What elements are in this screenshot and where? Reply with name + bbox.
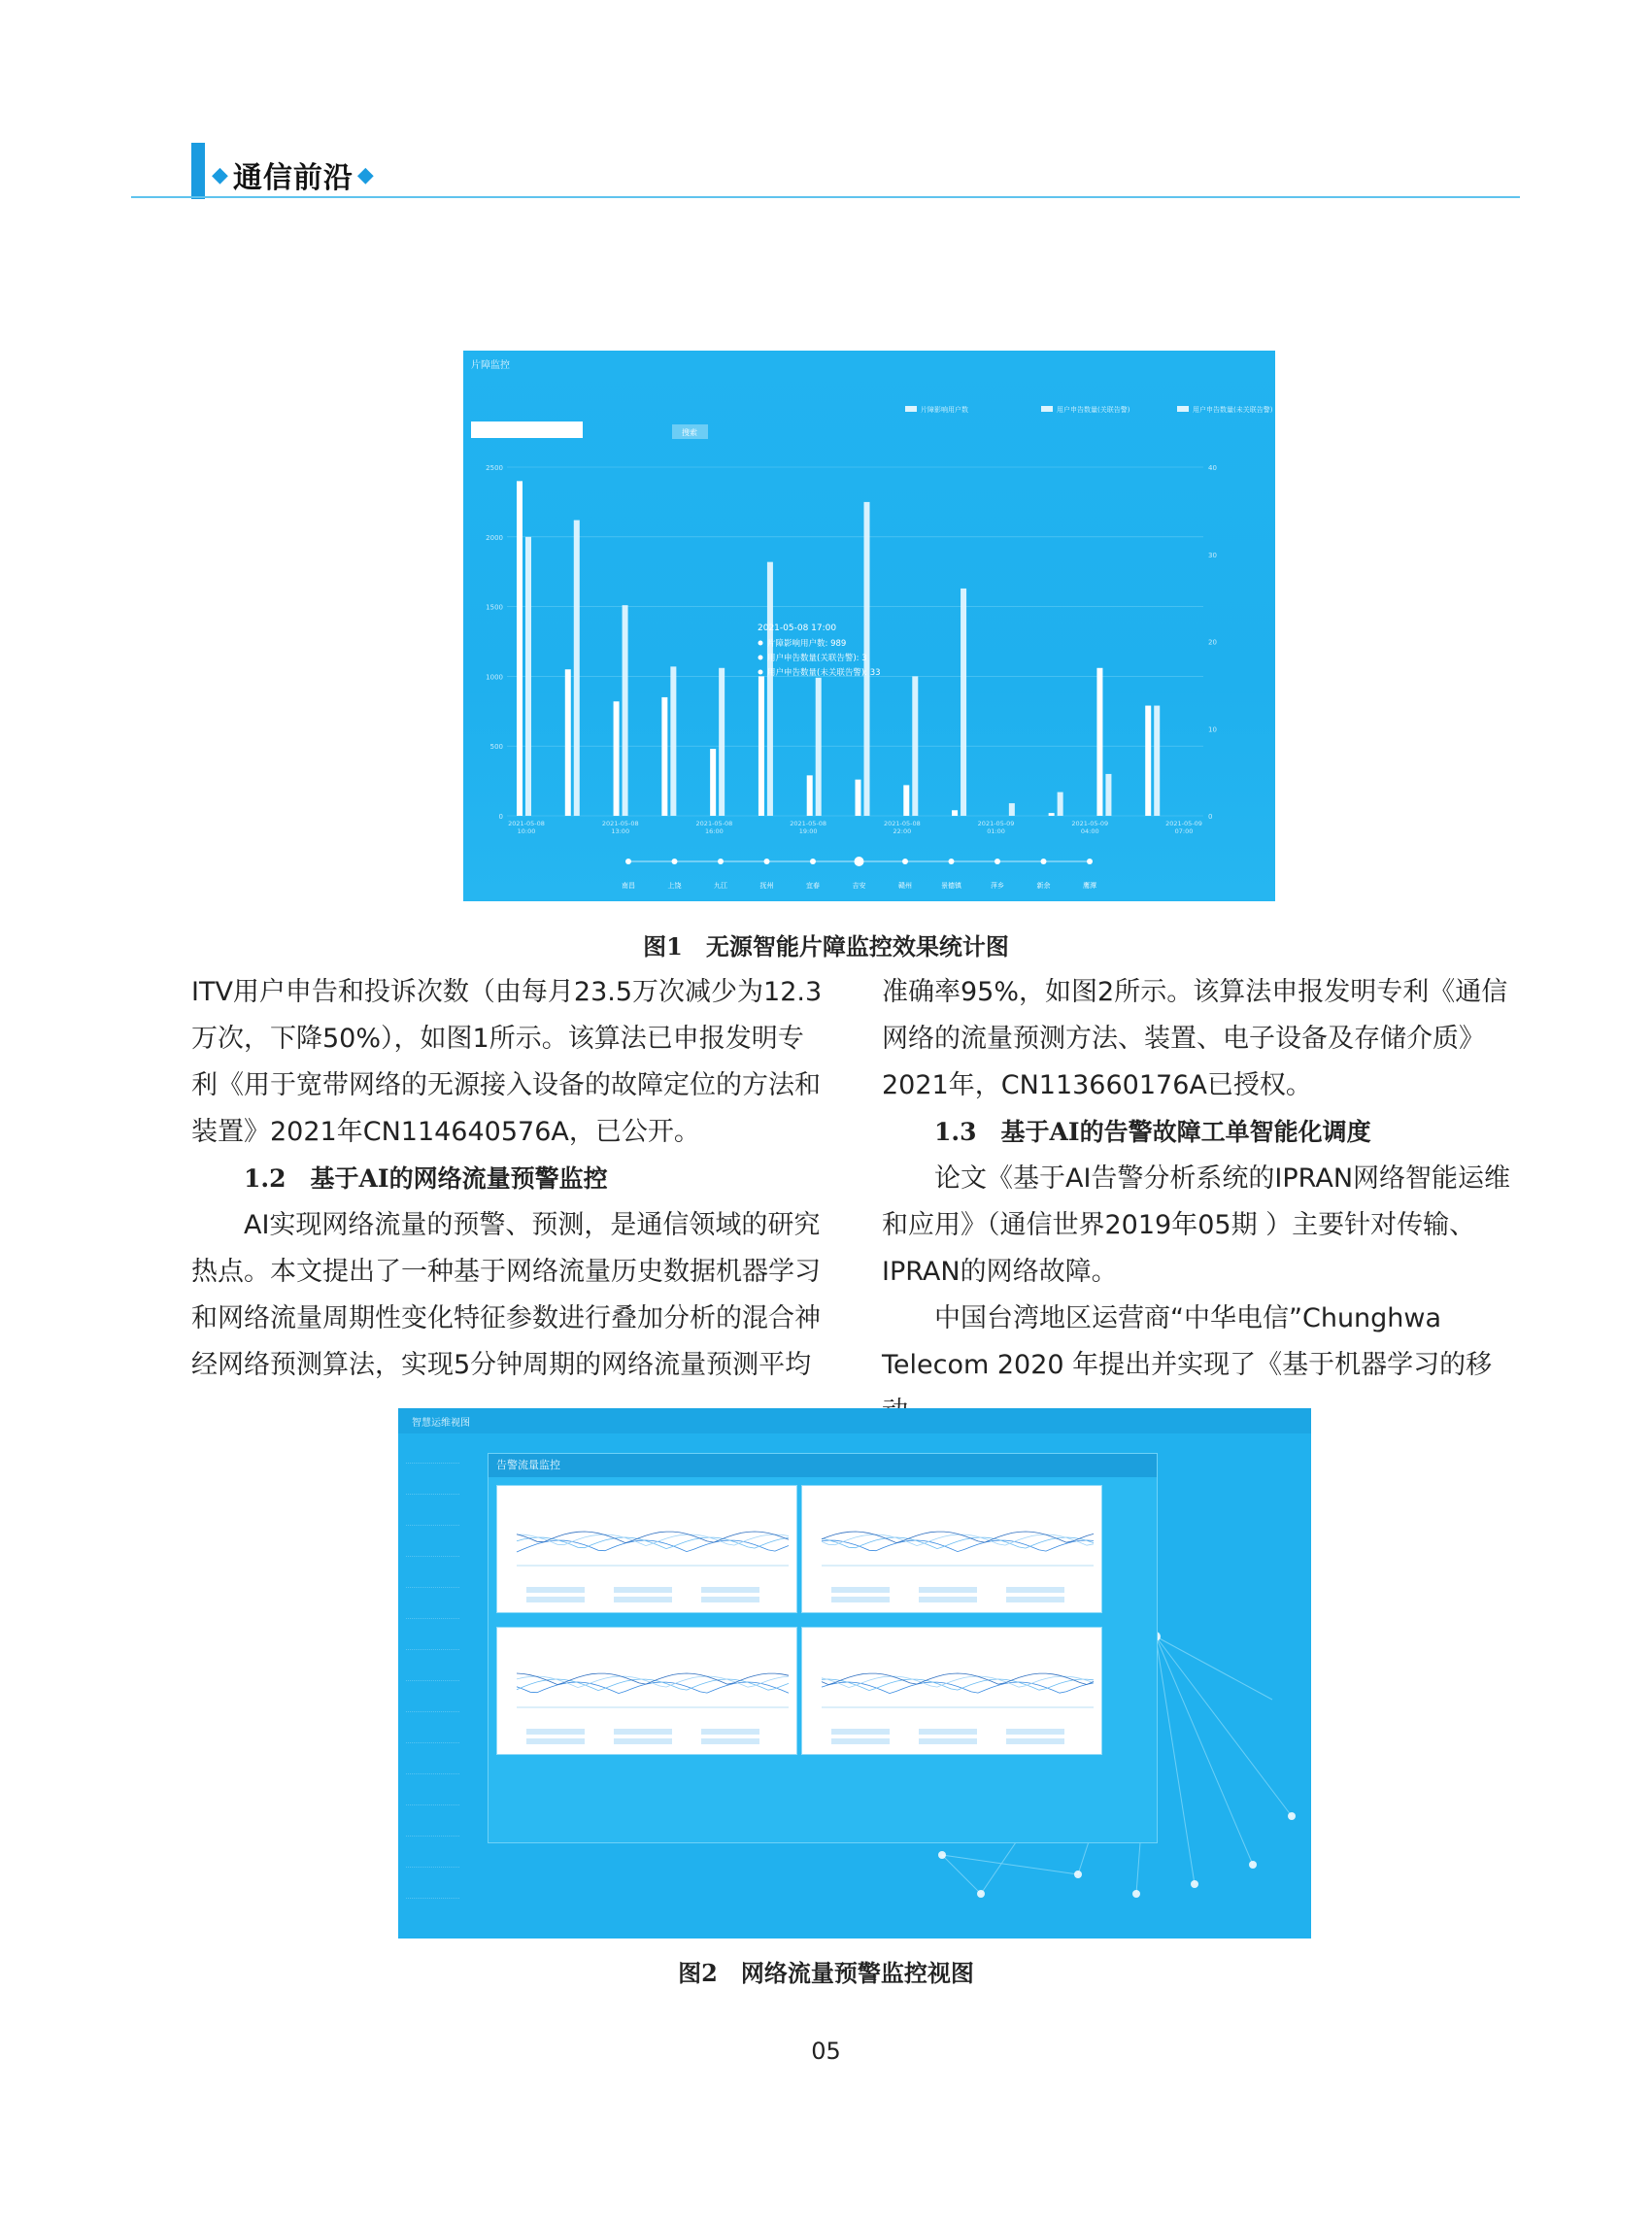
nav-label: 萍乡 <box>991 882 1004 890</box>
x-tick-label: 2021-05-09 <box>1165 820 1202 827</box>
header-accent-bar <box>191 143 205 199</box>
paragraph: ITV用户申告和投诉次数（由每月23.5万次减少为12.3万次，下降50%），如图1所示。该算法已申报发明专利《用于宽带网络的无源接入设备的故障定位的方法和装置》2021年CN114640576A，已公开。 <box>191 977 823 1147</box>
bar <box>1058 792 1063 816</box>
x-tick-label: 13:00 <box>611 827 630 835</box>
legend-swatch <box>1177 406 1189 412</box>
traffic-monitor-panel <box>488 1453 1158 1843</box>
diamond-icon: ◆ <box>212 162 229 187</box>
panel-title: 告警流量监控 <box>489 1454 1157 1477</box>
x-tick-label: 2021-05-08 <box>695 820 733 827</box>
nav-label: 鹰潭 <box>1083 882 1096 890</box>
bar <box>1049 813 1055 816</box>
y-tick-label: 1500 <box>486 603 503 612</box>
traffic-lines <box>517 1532 789 1602</box>
bar <box>759 676 764 816</box>
nav-dot <box>625 859 631 864</box>
legend-swatch <box>1041 406 1053 412</box>
bar <box>903 785 909 816</box>
x-tick-label: 10:00 <box>517 827 536 835</box>
nav-dot <box>949 859 955 864</box>
nav-dot <box>810 859 816 864</box>
chart-legend <box>905 405 1273 414</box>
y2-tick-label: 30 <box>1208 551 1217 559</box>
search-input[interactable] <box>471 421 583 438</box>
figure1-caption: 图1 无源智能片障监控效果统计图 <box>643 932 1009 961</box>
bar <box>661 697 667 816</box>
tooltip-line: 片障影响用户数: 989 <box>767 639 847 649</box>
nav-dot <box>718 859 724 864</box>
y2-tick-label: 40 <box>1208 464 1217 472</box>
y2-tick-label: 20 <box>1208 638 1217 647</box>
traffic-lines <box>822 1673 1094 1744</box>
nav-dot <box>902 859 908 864</box>
nav-dot <box>1041 859 1047 864</box>
y-tick-label: 1000 <box>486 673 503 682</box>
x-tick-label: 2021-05-08 <box>601 820 639 827</box>
y-tick-label: 0 <box>498 813 503 821</box>
y-tick-label: 2000 <box>486 533 503 542</box>
section-heading-1-2: 1.2 基于AI的网络流量预警监控 <box>244 1164 608 1193</box>
bar <box>767 562 773 816</box>
x-tick-label: 2021-05-08 <box>883 820 921 827</box>
bar <box>710 749 716 816</box>
x-tick-label: 01:00 <box>987 827 1005 835</box>
figure2-caption: 图2 网络流量预警监控视图 <box>678 1959 974 1987</box>
paragraph: 中国台湾地区运营商“中华电信”Chunghwa Telecom 2020 年提出并实现了《基于机器学习的移 <box>882 1303 1493 1380</box>
tooltip-time: 2021-05-08 17:00 <box>758 624 837 633</box>
x-tick-label: 2021-05-08 <box>790 820 827 827</box>
bar <box>574 521 580 816</box>
y2-tick-label: 0 <box>1208 813 1213 821</box>
diamond-icon: ◆ <box>356 162 375 187</box>
nav-label: 景德镇 <box>941 882 961 890</box>
page-number: 05 <box>811 2038 841 2065</box>
x-tick-label: 22:00 <box>893 827 912 835</box>
traffic-lines <box>517 1673 789 1744</box>
bar <box>670 666 676 816</box>
tooltip-dot <box>759 670 763 675</box>
right-column <box>882 969 1518 1435</box>
tooltip-line: 用户申告数量(关联告警): 3 <box>767 654 867 663</box>
legend-label: 用户申告数量(未关联告警) <box>1193 406 1273 414</box>
y-tick-label: 500 <box>489 743 503 752</box>
x-tick-label: 2021-05-08 <box>508 820 545 827</box>
section-heading-1-3: 1.3 基于AI的告警故障工单智能化调度 <box>934 1118 1371 1146</box>
nav-label: 九江 <box>714 882 727 890</box>
bar <box>1154 706 1160 816</box>
figure1-chart <box>463 351 1275 901</box>
tooltip-dot <box>759 656 763 660</box>
nav-label: 南昌 <box>622 882 635 890</box>
nav-label: 抚州 <box>759 882 774 890</box>
bar <box>912 676 918 816</box>
traffic-chart <box>496 1485 797 1613</box>
bar <box>1145 706 1151 816</box>
bar <box>565 669 571 816</box>
left-column <box>191 969 827 1389</box>
section-title: 通信前沿 <box>232 161 354 195</box>
bar <box>525 537 531 816</box>
traffic-lines <box>822 1532 1094 1602</box>
traffic-chart <box>801 1627 1102 1755</box>
bar <box>1096 668 1102 816</box>
paragraph: 准确率95%，如图2所示。该算法申报发明专利《通信网络的流量预测方法、装置、电子设备及存储介质》2021年，CN113660176A已授权。 <box>882 977 1508 1100</box>
tooltip-dot <box>759 641 763 646</box>
figure2-screenshot <box>398 1408 1311 1938</box>
tooltip-line: 用户申告数量(未关联告警): 33 <box>767 668 881 678</box>
nav-dot <box>764 859 770 864</box>
bar <box>856 780 861 816</box>
section-header <box>212 153 375 196</box>
legend-label: 用户申告数量(关联告警) <box>1057 406 1130 414</box>
nav-label: 宜春 <box>806 882 820 890</box>
nav-dot <box>995 859 1000 864</box>
nav-dot <box>1087 859 1093 864</box>
nav-dot <box>672 859 678 864</box>
traffic-chart <box>801 1485 1102 1613</box>
search-button-label: 搜索 <box>682 428 697 437</box>
legend-swatch <box>905 406 917 412</box>
paragraph: AI实现网络流量的预警、预测，是通信领域的研究热点。本文提出了一种基于网络流量历史数据机器学习和网络流量周期性变化特征参数进行叠加分析的混合神经网络预测算法，实现5分钟周期的网络流量预测平均 <box>191 1210 821 1380</box>
paragraph: 论文《基于AI告警分析系统的IPRAN网络智能运维和应用》（通信世界2019年05期 ）主要针对传输、IPRAN的网络故障。 <box>882 1163 1511 1287</box>
x-tick-label: 2021-05-09 <box>977 820 1015 827</box>
bar <box>1009 803 1015 816</box>
y2-tick-label: 10 <box>1208 725 1217 734</box>
panel-title: 片障监控 <box>471 360 510 371</box>
bar <box>961 589 966 816</box>
bar <box>807 775 813 816</box>
traffic-chart <box>496 1627 797 1755</box>
nav-label: 吉安 <box>852 882 866 890</box>
x-tick-label: 2021-05-09 <box>1071 820 1109 827</box>
bar <box>816 678 822 816</box>
bar <box>623 605 628 816</box>
region-nav <box>622 857 1096 890</box>
bar <box>1105 774 1111 816</box>
nav-label: 赣州 <box>898 882 912 890</box>
x-tick-label: 04:00 <box>1080 827 1099 835</box>
bar <box>719 668 725 816</box>
app-title: 智慧运维视图 <box>412 1418 470 1429</box>
chart-tooltip <box>758 624 881 678</box>
bar <box>614 701 620 816</box>
nav-dot <box>855 857 864 866</box>
header-rule <box>131 196 1520 198</box>
nav-label: 上饶 <box>667 882 682 890</box>
x-tick-label: 07:00 <box>1174 827 1194 835</box>
nav-label: 新余 <box>1036 882 1051 890</box>
legend-label: 片障影响用户数 <box>921 406 968 414</box>
figure1-screenshot <box>463 351 1275 901</box>
y-tick-label: 2500 <box>486 464 503 472</box>
bar <box>952 810 958 816</box>
x-tick-label: 19:00 <box>798 827 818 835</box>
bar <box>517 481 523 816</box>
x-tick-label: 16:00 <box>705 827 724 835</box>
